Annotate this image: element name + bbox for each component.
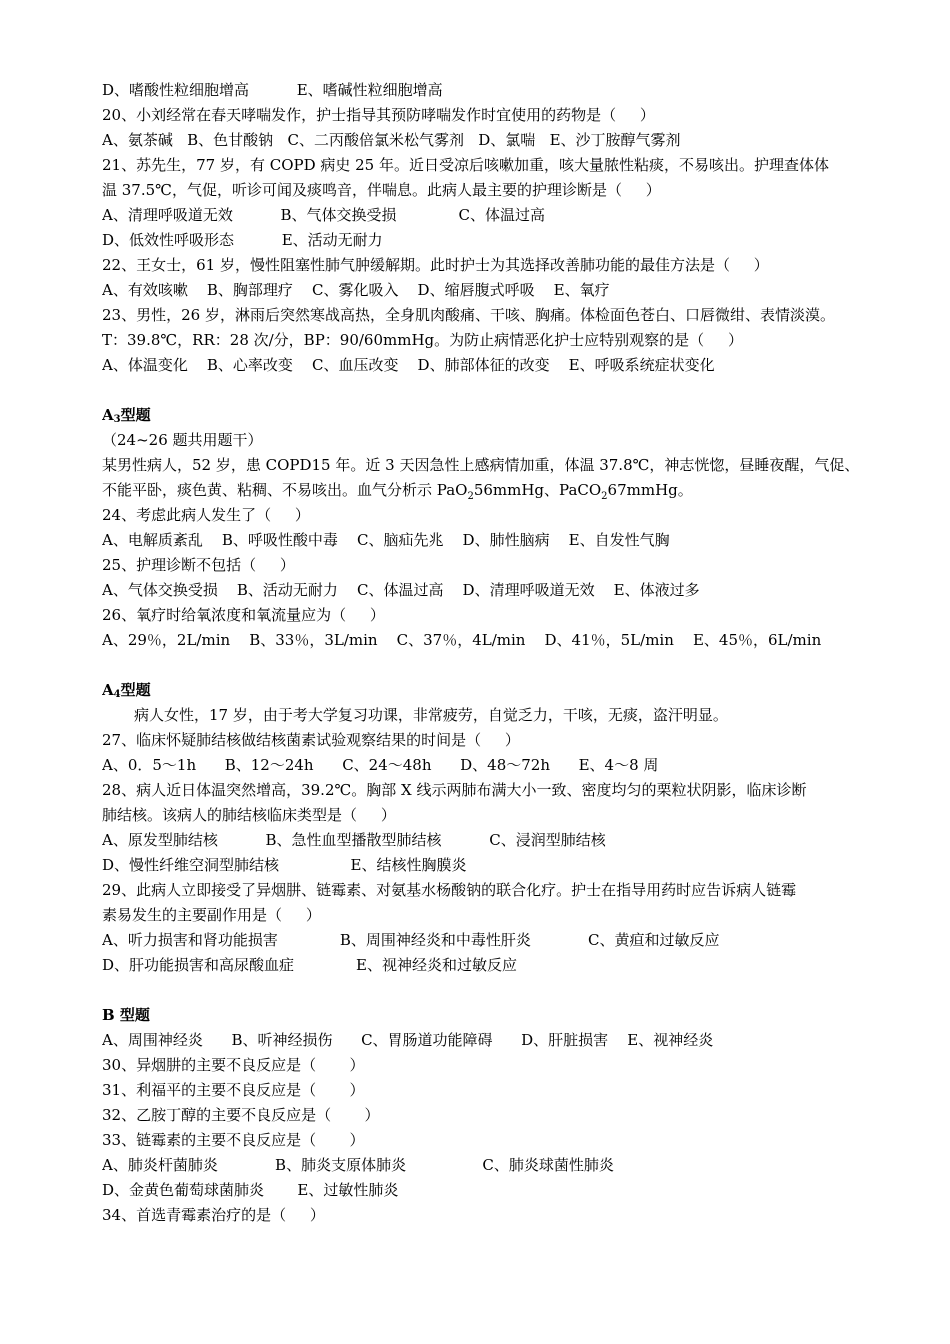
question-line: A、有效咳嗽 B、胸部理疗 C、雾化吸入 D、缩唇腹式呼吸 E、氧疗: [102, 281, 610, 299]
case-stem-line: 不能平卧，痰色黄、粘稠、不易咳出。血气分析示 PaO$_2$56mmHg、PaCO$_2$67mmHg。: [102, 481, 693, 502]
question-line: 27、临床怀疑肺结核做结核菌素试验观察结果的时间是（ ）: [102, 731, 520, 749]
question-line: 22、王女士，61 岁，慢性阻塞性肺气肿缓解期。此时护士为其选择改善肺功能的最佳方法是（ ）: [102, 256, 769, 274]
question-line: A、清理呼吸道无效 B、气体交换受损 C、体温过高: [102, 206, 546, 224]
question-line: A、气体交换受损 B、活动无耐力 C、体温过高 D、清理呼吸道无效 E、体液过多: [102, 581, 700, 599]
question-line: A、29％，2L/min B、33％，3L/min C、37％，4L/min D、41％，5L/min E、45％，6L/min: [102, 631, 822, 649]
question-line: D、慢性纤维空洞型肺结核 E、结核性胸膜炎: [102, 856, 467, 874]
group-note: （24~26 题共用题干）: [102, 431, 263, 449]
question-line: 肺结核。该病人的肺结核临床类型是（ ）: [102, 806, 396, 824]
question-line: 21、苏先生，77 岁，有 COPD 病史 25 年。近日受凉后咳嗽加重，咳大量脓性粘痰，不易咳出。护理查体体: [102, 156, 829, 174]
question-line: D、低效性呼吸形态 E、活动无耐力: [102, 231, 383, 249]
question-line: 24、考虑此病人发生了（ ）: [102, 506, 310, 524]
question-line: A、电解质紊乱 B、呼吸性酸中毒 C、脑疝先兆 D、肺性脑病 E、自发性气胸: [102, 531, 670, 549]
question-line: 温 37.5℃，气促，听诊可闻及痰鸣音，伴喘息。此病人最主要的护理诊断是（ ）: [102, 181, 661, 199]
question-line: 28、病人近日体温突然增高，39.2℃。胸部 X 线示两肺布满大小一致、密度均匀的栗粒状阴影，临床诊断: [102, 781, 807, 799]
question-line: 25、护理诊断不包括（ ）: [102, 556, 295, 574]
question-block-b: [102, 1028, 862, 1228]
question-block-a4: [102, 728, 862, 978]
question-line: A、体温变化 B、心率改变 C、血压改变 D、肺部体征的改变 E、呼吸系统症状变化: [102, 356, 715, 374]
question-line: 32、乙胺丁醇的主要不良反应是（ ）: [102, 1106, 380, 1124]
question-line: 30、异烟肼的主要不良反应是（ ）: [102, 1056, 365, 1074]
question-line: D、肝功能损害和高尿酸血症 E、视神经炎和过敏反应: [102, 956, 517, 974]
question-line: 29、此病人立即接受了异烟肼、链霉素、对氨基水杨酸钠的联合化疗。护士在指导用药时应告诉病人链霉: [102, 881, 797, 899]
case-stem-line: 病人女性，17 岁，由于考大学复习功课，非常疲劳，自觉乏力，干咳，无痰，盗汗明显。: [134, 706, 728, 724]
question-line: 33、链霉素的主要不良反应是（ ）: [102, 1131, 365, 1149]
question-line: 23、男性，26 岁，淋雨后突然寒战高热，全身肌肉酸痛、干咳、胸痛。体检面色苍白、口唇微绀、表情淡漠。: [102, 306, 835, 324]
question-line: 26、氧疗时给氧浓度和氧流量应为（ ）: [102, 606, 385, 624]
question-line: 素易发生的主要副作用是（ ）: [102, 906, 321, 924]
question-line: D、金黄色葡萄球菌肺炎 E、过敏性肺炎: [102, 1181, 399, 1199]
question-block-a2: [102, 78, 862, 378]
question-line: 31、利福平的主要不良反应是（ ）: [102, 1081, 365, 1099]
section-heading-a3: $A_3$型题: [102, 406, 151, 425]
question-line: A、氨茶碱 B、色甘酸钠 C、二丙酸倍氯米松气雾剂 D、氯喘 E、沙丁胺醇气雾剂: [102, 131, 681, 149]
document-page: [102, 78, 862, 1228]
question-block-a3: [102, 503, 862, 653]
question-line: A、原发型肺结核 B、急性血型播散型肺结核 C、浸润型肺结核: [102, 831, 606, 849]
section-heading-a4: $A_4$型题: [102, 681, 151, 700]
question-line: A、周围神经炎 B、听神经损伤 C、胃肠道功能障碍 D、肝脏损害 E、视神经炎: [102, 1031, 714, 1049]
question-line: D、嗜酸性粒细胞增高 E、嗜碱性粒细胞增高: [102, 81, 443, 99]
case-stem-line: 某男性病人，52 岁，患 COPD15 年。近 3 天因急性上感病情加重，体温 37.8℃，神志恍惚，昼睡夜醒，气促、: [102, 456, 860, 474]
question-line: T：39.8℃，RR：28 次/分，BP：90/60mmHg。为防止病情恶化护士应特别观察的是（ ）: [102, 331, 743, 349]
question-line: A、肺炎杆菌肺炎 B、肺炎支原体肺炎 C、肺炎球菌性肺炎: [102, 1156, 614, 1174]
question-line: 34、首选青霉素治疗的是（ ）: [102, 1206, 325, 1224]
question-line: A、听力损害和肾功能损害 B、周围神经炎和中毒性肝炎 C、黄疸和过敏反应: [102, 931, 720, 949]
question-line: 20、小刘经常在春天哮喘发作，护士指导其预防哮喘发作时宜使用的药物是（ ）: [102, 106, 655, 124]
question-line: A、0．5～1h B、12～24h C、24～48h D、48～72h E、4～8 周: [102, 756, 659, 774]
section-heading-b: B 型题: [102, 1006, 150, 1024]
